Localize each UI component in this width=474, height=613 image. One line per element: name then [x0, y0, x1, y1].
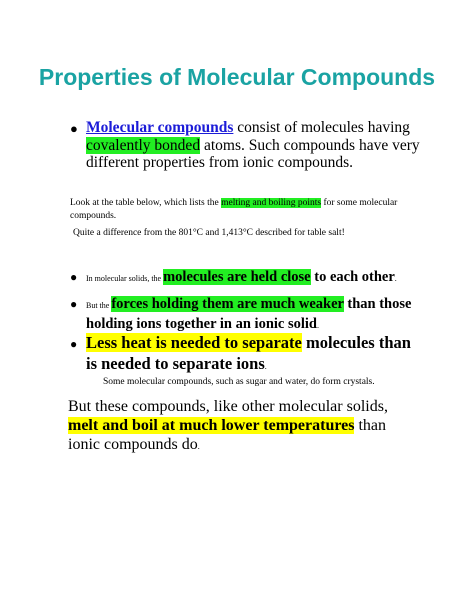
bullet-icon: ● — [70, 337, 78, 351]
highlighted-text: molecules are held close — [163, 269, 311, 285]
list-item-forces-weaker — [70, 295, 426, 335]
list-text: . — [394, 274, 397, 283]
page-title: Properties of Molecular Compounds — [38, 64, 436, 90]
table-intro-paragraph — [70, 197, 410, 222]
bullet-icon: ● — [70, 297, 78, 311]
list-text: In molecular solids, the — [86, 274, 164, 283]
highlighted-text: forces holding them are much weaker — [111, 296, 344, 312]
bullet-icon: ● — [70, 121, 78, 136]
list-text: But the — [86, 301, 112, 310]
highlighted-text: melting and boiling points — [221, 198, 322, 208]
bullet-text: consist of molecules having — [233, 119, 410, 136]
paragraph-text: But these compounds, like other molecular solids, — [68, 398, 388, 415]
table-salt-comparison: Quite a difference from the 801°C and 1,413°C described for table salt! — [73, 228, 345, 238]
molecular-compounds-link[interactable]: Molecular compounds — [86, 119, 234, 136]
conclusion-paragraph — [68, 397, 408, 456]
list-text: . — [264, 362, 267, 371]
list-text: than those holding ions together in an ionic solid — [86, 296, 412, 332]
list-item-less-heat — [70, 333, 426, 377]
list-item-molecules-close — [70, 268, 426, 288]
paragraph-text: . — [197, 442, 200, 451]
highlighted-text: covalently bonded — [86, 136, 201, 154]
paragraph-text: Look at the table below, which lists the — [70, 198, 222, 208]
bullet-icon: ● — [70, 270, 78, 284]
list-text: molecules than is needed to separate ions — [86, 333, 411, 373]
list-text: . — [316, 321, 319, 330]
crystals-note: Some molecular compounds, such as sugar and water, do form crystals. — [103, 377, 375, 387]
list-text: to each other — [310, 269, 395, 285]
paragraph-text: for some molecular compounds. — [70, 198, 398, 221]
highlighted-text: Less heat is needed to separate — [86, 333, 302, 352]
bullet-text: atoms. Such compounds have very different properties from ionic compounds. — [86, 136, 420, 171]
list-item-molecular-compounds — [70, 119, 436, 172]
highlighted-text: melt and boil at much lower temperatures — [68, 417, 355, 434]
paragraph-text: than ionic compounds do — [68, 417, 387, 453]
